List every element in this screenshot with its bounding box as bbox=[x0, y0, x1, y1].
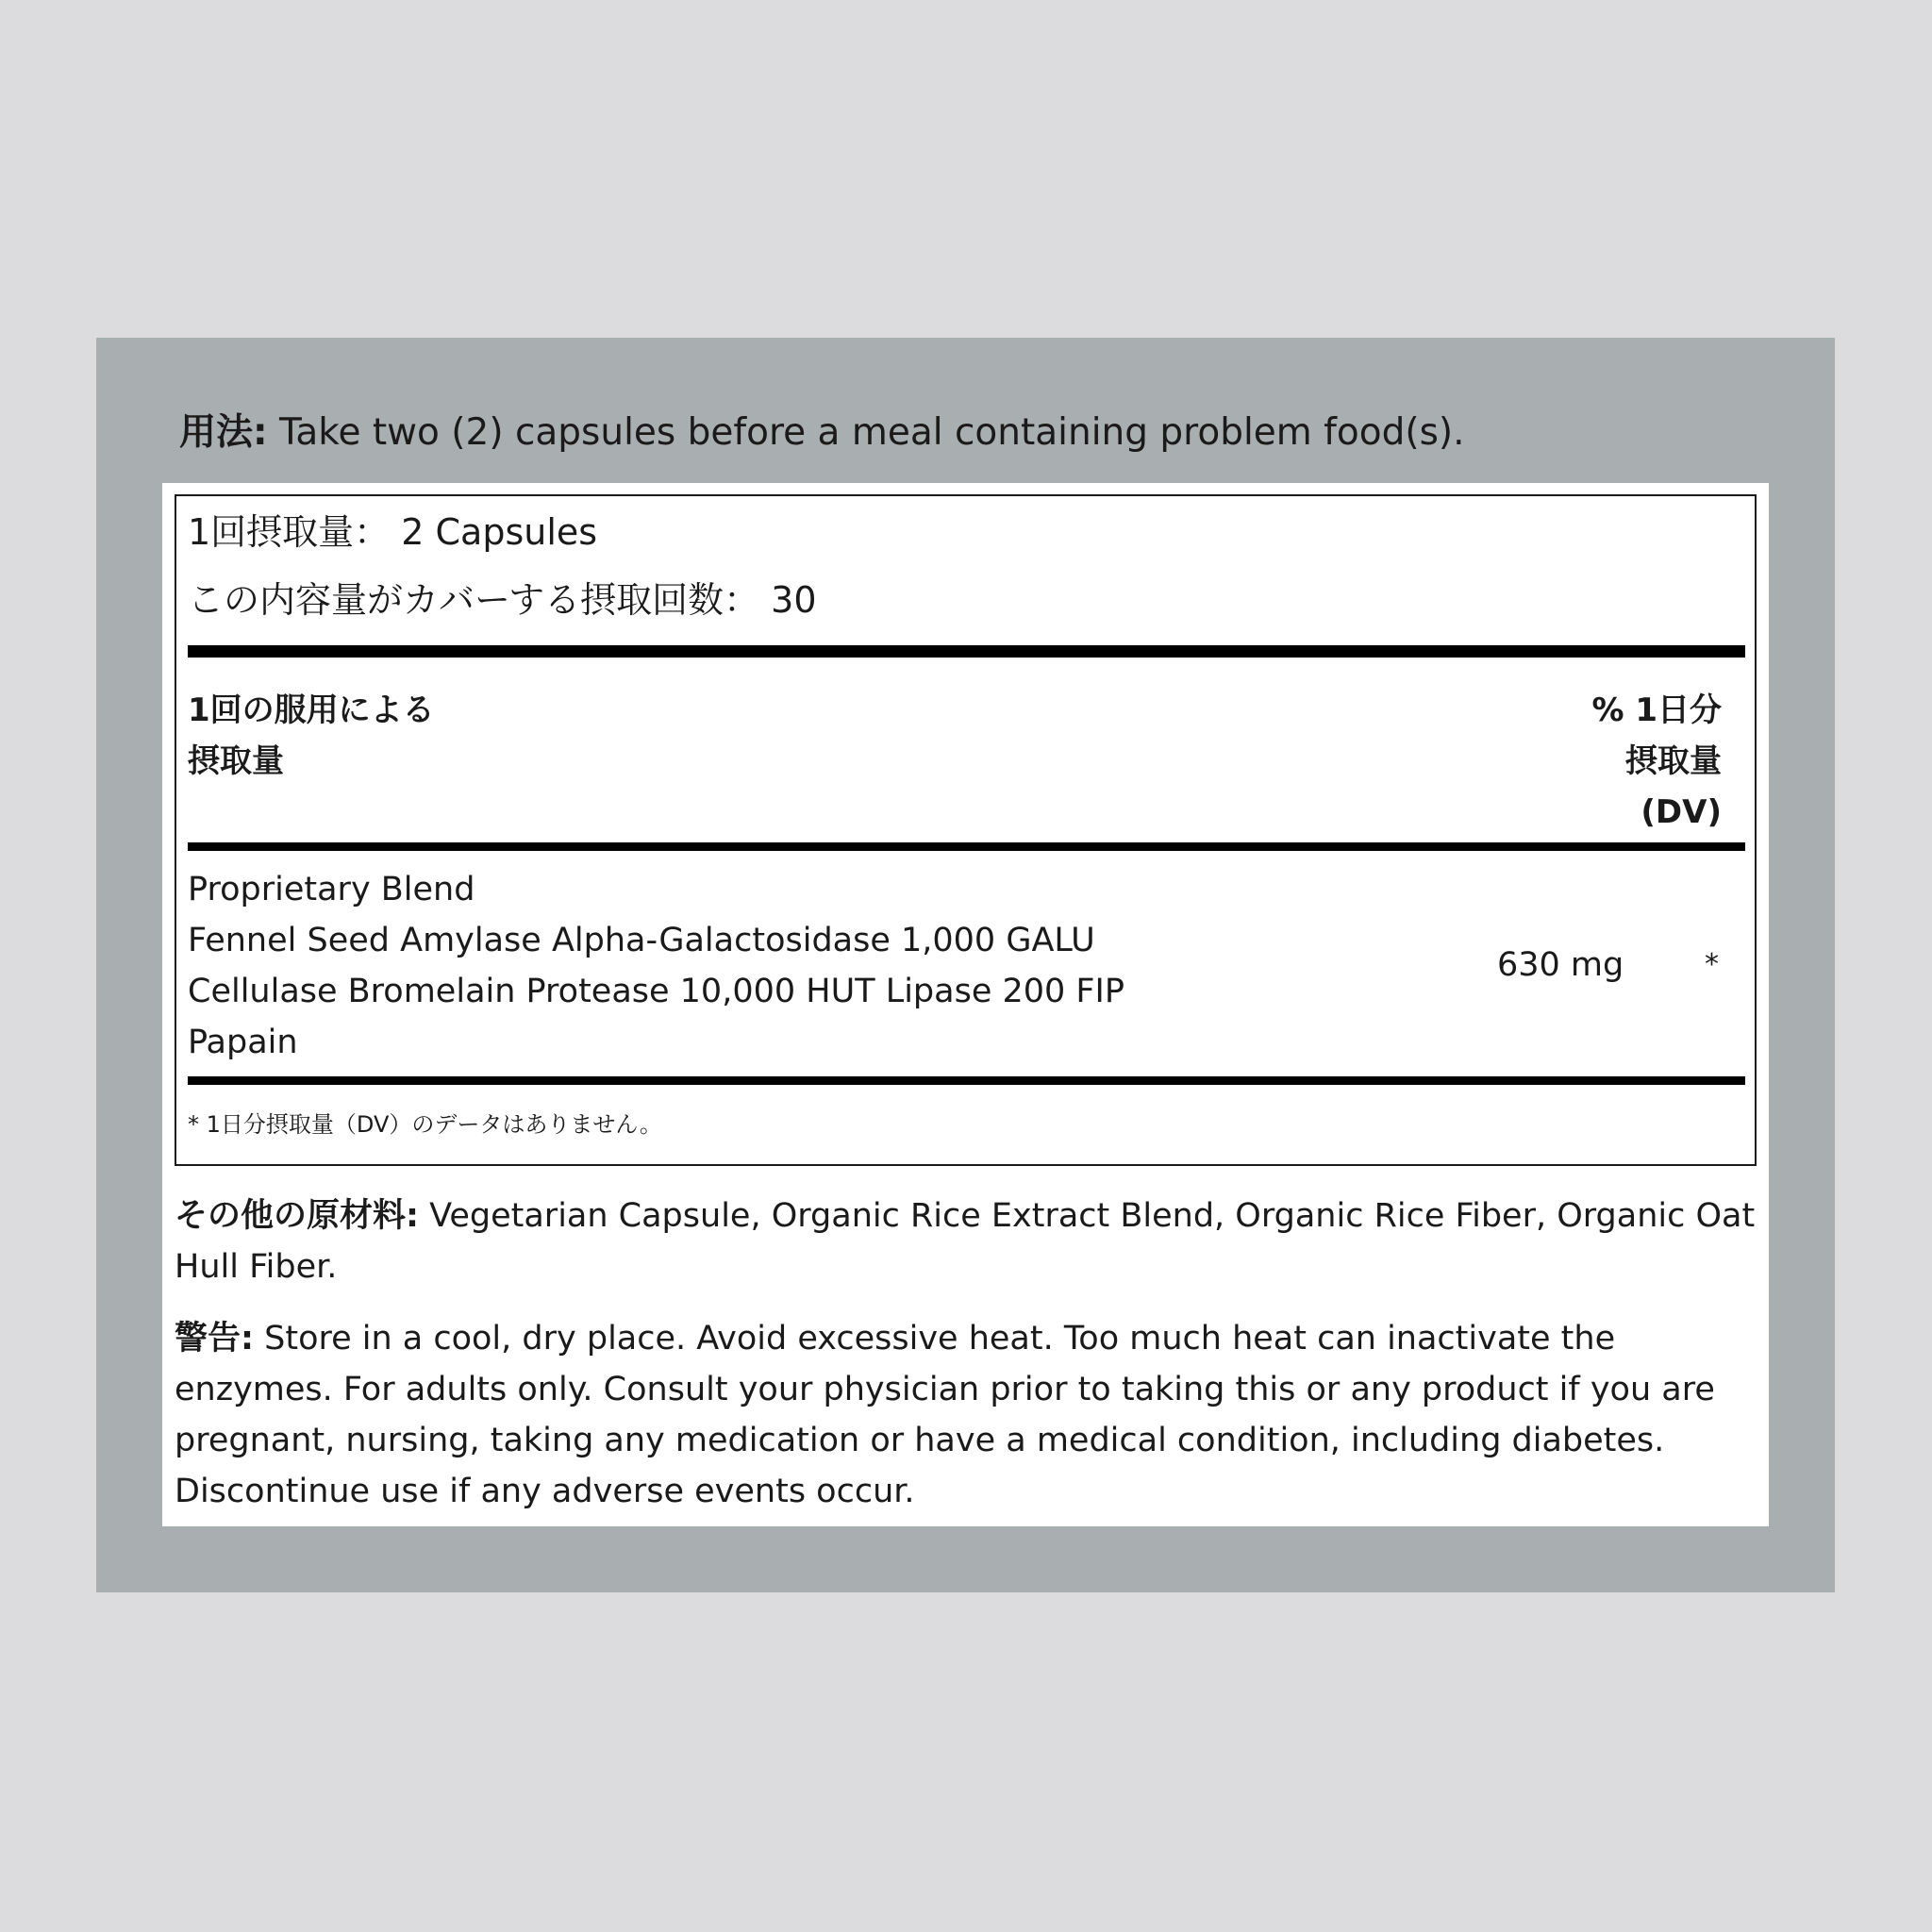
other-ingredients-body: Vegetarian Capsule, Organic Rice Extract Blend, Organic Rice Fiber, Organic Oat Hull Fiber. bbox=[175, 1197, 1756, 1286]
column-header-amount-line: 摂取量 bbox=[188, 742, 284, 780]
supplement-label-panel bbox=[96, 338, 1835, 1592]
ingredient-line: Proprietary Blend bbox=[188, 871, 475, 908]
column-header-amount bbox=[188, 685, 565, 787]
other-ingredients-lead: その他の原材料: bbox=[175, 1197, 419, 1235]
ingredient-amount: 630 mg bbox=[1497, 946, 1624, 984]
directions-text bbox=[179, 411, 1783, 456]
ingredient-list bbox=[188, 864, 1225, 1068]
serving-size: 1回摂取量： 2 Capsules bbox=[188, 511, 598, 553]
divider-thick bbox=[188, 842, 1745, 851]
label-content-card bbox=[162, 483, 1769, 1526]
warning-lead: 警告: bbox=[175, 1320, 254, 1357]
directions-lead: 用法: bbox=[179, 411, 268, 454]
column-header-amount-line: 1回の服用による bbox=[188, 691, 435, 729]
column-header-dv-line: % 1日分 bbox=[1591, 691, 1722, 729]
daily-value-marker: * bbox=[1705, 948, 1719, 981]
ingredient-line: Papain bbox=[188, 1024, 298, 1061]
servings-per-container: この内容量がカバーする摂取回数： 30 bbox=[188, 579, 817, 621]
ingredient-line: Fennel Seed Amylase Alpha-Galactosidase 1,000 GALU bbox=[188, 922, 1095, 959]
column-header-daily-value bbox=[1476, 685, 1722, 838]
divider-thick bbox=[188, 1076, 1745, 1085]
divider-thick bbox=[188, 645, 1745, 658]
column-header-dv-line: (DV) bbox=[1641, 793, 1722, 831]
ingredient-line: Cellulase Bromelain Protease 10,000 HUT Lipase 200 FIP bbox=[188, 973, 1124, 1010]
warning-text bbox=[175, 1313, 1769, 1517]
column-header-dv-line: 摂取量 bbox=[1625, 742, 1722, 780]
supplement-facts-box bbox=[175, 494, 1757, 1166]
daily-value-footnote: * 1日分摂取量（DV）のデータはありません。 bbox=[188, 1111, 662, 1138]
other-ingredients bbox=[175, 1191, 1759, 1292]
directions-body: Take two (2) capsules before a meal containing problem food(s). bbox=[267, 411, 1465, 454]
warning-body: Store in a cool, dry place. Avoid excessive heat. Too much heat can inactivate the enzymes. For adults only. Consult your physician prior to taking this or any product if you are pregnant, nursing, taking any medication or have a medical condition, including diabetes. Discontinue use if any adverse events occur. bbox=[175, 1320, 1715, 1510]
